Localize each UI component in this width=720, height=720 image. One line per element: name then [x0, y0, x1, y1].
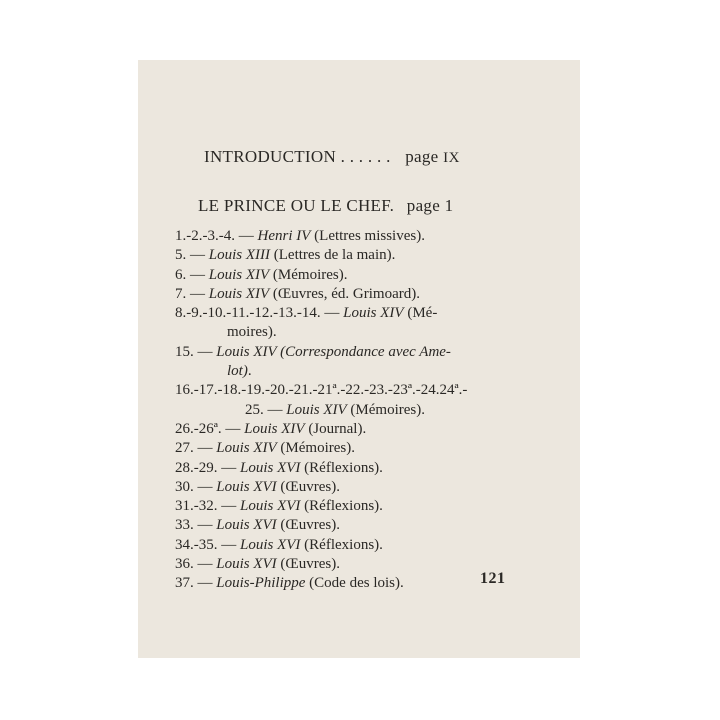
list-item: 8.-9.-10.-11.-12.-13.-14. — Louis XIV (Mé- — [175, 305, 438, 322]
introduction-line — [204, 147, 460, 167]
page-number: 121 — [480, 570, 506, 587]
list-item: 27. — Louis XIV (Mémoires). — [175, 440, 355, 457]
list-item-continuation: moires). — [227, 324, 277, 341]
list-item: 34.-35. — Louis XVI (Réflexions). — [175, 536, 383, 553]
introduction-leaders: . . . . . . — [340, 147, 391, 166]
list-item: 28.-29. — Louis XVI (Réflexions). — [175, 459, 383, 476]
list-item: 6. — Louis XIV (Mémoires). — [175, 266, 348, 283]
chapter-page: page 1 — [406, 196, 454, 215]
list-item: 36. — Louis XVI (Œuvres). — [175, 556, 340, 573]
chapter-heading — [198, 196, 453, 216]
introduction-page-word: page — [405, 147, 439, 166]
list-item-continuation: 25. — Louis XIV (Mémoires). — [245, 401, 425, 418]
list-item: 1.-2.-3.-4. — Henri IV (Lettres missives). — [175, 228, 425, 244]
list-item: 31.-32. — Louis XVI (Réflexions). — [175, 498, 383, 515]
list-item: 37. — Louis-Philippe (Code des lois). — [175, 575, 404, 592]
list-item: 26.-26ª. — Louis XIV (Journal). — [175, 420, 367, 437]
list-item-continuation: lot). — [227, 363, 252, 380]
introduction-page-number: IX — [443, 150, 460, 166]
list-item: 33. — Louis XVI (Œuvres). — [175, 517, 340, 534]
list-item: 15. — Louis XIV (Correspondance avec Ame- — [175, 343, 451, 360]
entries-list — [175, 227, 515, 594]
chapter-title: LE PRINCE OU LE CHEF. — [198, 196, 395, 215]
list-item: 5. — Louis XIII (Lettres de la main). — [175, 247, 396, 264]
list-item: 7. — Louis XIV (Œuvres, éd. Grimoard). — [175, 285, 420, 302]
introduction-title: INTRODUCTION — [204, 147, 337, 166]
book-page — [138, 60, 580, 658]
list-item: 30. — Louis XVI (Œuvres). — [175, 478, 340, 495]
list-item: 16.-17.-18.-19.-20.-21.-21ª.-22.-23.-23ª.-24.24ª.- — [175, 382, 468, 399]
